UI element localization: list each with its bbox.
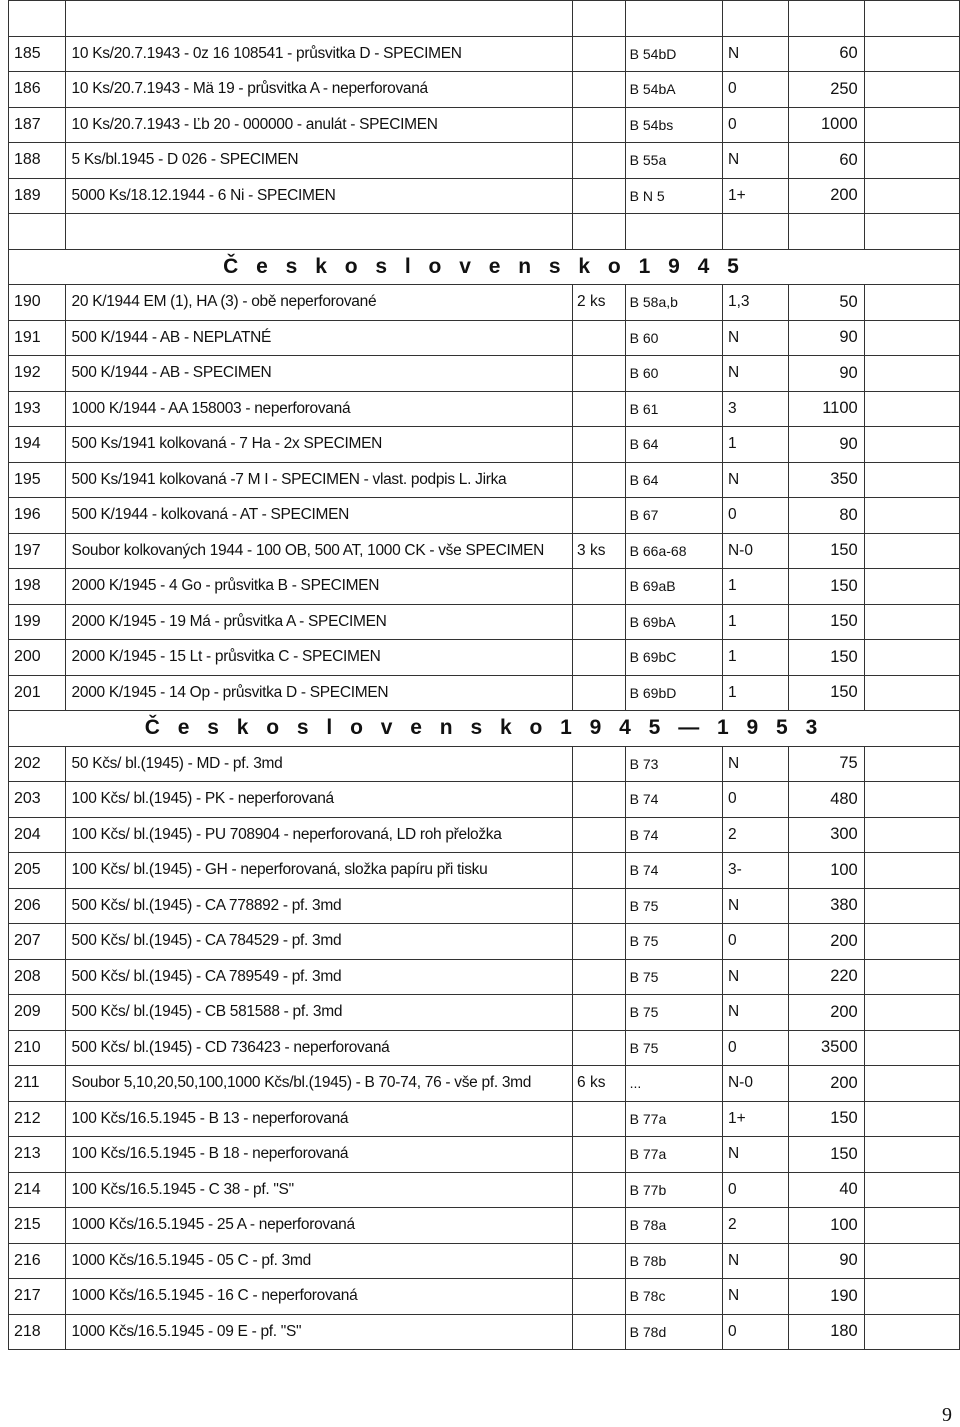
quantity [573, 356, 626, 392]
quantity [573, 107, 626, 143]
quantity [573, 72, 626, 108]
empty-cell [573, 214, 626, 250]
empty-cell [65, 214, 572, 250]
catalog-number: B 69bA [625, 604, 722, 640]
empty-cell [864, 391, 959, 427]
item-description: 500 Ks/1941 kolkovaná - 7 Ha - 2x SPECIMEN [65, 427, 572, 463]
lot-number: 205 [9, 853, 66, 889]
empty-cell [864, 107, 959, 143]
section-title: Č e s k o s l o v e n s k o 1 9 4 5 [9, 249, 960, 285]
quantity [573, 640, 626, 676]
lot-number: 203 [9, 782, 66, 818]
lot-number: 209 [9, 995, 66, 1031]
condition-grade: N [722, 462, 788, 498]
price: 180 [789, 1314, 864, 1350]
empty-cell [864, 214, 959, 250]
price: 50 [789, 285, 864, 321]
price: 200 [789, 178, 864, 214]
quantity [573, 1137, 626, 1173]
item-description: 100 Kčs/ bl.(1945) - PU 708904 - neperforovaná, LD roh přeložka [65, 817, 572, 853]
item-description: Soubor 5,10,20,50,100,1000 Kčs/bl.(1945) - B 70-74, 76 - vše pf. 3md [65, 1066, 572, 1102]
item-description: 1000 K/1944 - AA 158003 - neperforovaná [65, 391, 572, 427]
price: 1100 [789, 391, 864, 427]
lot-number: 196 [9, 498, 66, 534]
price: 190 [789, 1279, 864, 1315]
catalog-number: B 75 [625, 924, 722, 960]
condition-grade: N [722, 320, 788, 356]
empty-cell [864, 888, 959, 924]
condition-grade: 1 [722, 604, 788, 640]
empty-cell [789, 1, 864, 37]
catalog-number: B 66a-68 [625, 533, 722, 569]
table-row [9, 853, 960, 889]
empty-cell [864, 995, 959, 1031]
empty-cell [864, 1172, 959, 1208]
empty-cell [864, 1030, 959, 1066]
quantity: 6 ks [573, 1066, 626, 1102]
catalog-table-body [9, 1, 960, 1350]
lot-number: 218 [9, 1314, 66, 1350]
condition-grade: 1,3 [722, 285, 788, 321]
condition-grade: 2 [722, 1208, 788, 1244]
empty-cell [864, 1, 959, 37]
catalog-number: B 64 [625, 427, 722, 463]
item-description: 500 Kčs/ bl.(1945) - CD 736423 - neperforovaná [65, 1030, 572, 1066]
condition-grade: 1+ [722, 178, 788, 214]
quantity [573, 36, 626, 72]
catalog-number: B 75 [625, 959, 722, 995]
catalog-number: B 69aB [625, 569, 722, 605]
empty-cell [864, 533, 959, 569]
catalog-number: B 69bC [625, 640, 722, 676]
item-description: 50 Kčs/ bl.(1945) - MD - pf. 3md [65, 746, 572, 782]
lot-number: 204 [9, 817, 66, 853]
condition-grade: 3 [722, 391, 788, 427]
table-row [9, 1314, 960, 1350]
top-spacer-row [9, 1, 960, 37]
lot-number: 188 [9, 143, 66, 179]
lot-number: 217 [9, 1279, 66, 1315]
catalog-number: B 73 [625, 746, 722, 782]
empty-cell [864, 143, 959, 179]
item-description: 500 K/1944 - AB - NEPLATNÉ [65, 320, 572, 356]
quantity [573, 143, 626, 179]
catalog-number: B 77b [625, 1172, 722, 1208]
price: 90 [789, 1243, 864, 1279]
price: 90 [789, 356, 864, 392]
empty-cell [864, 1208, 959, 1244]
quantity [573, 604, 626, 640]
quantity [573, 746, 626, 782]
catalog-number: B 75 [625, 995, 722, 1031]
lot-number: 189 [9, 178, 66, 214]
quantity [573, 853, 626, 889]
table-row [9, 1137, 960, 1173]
empty-cell [722, 1, 788, 37]
price: 150 [789, 675, 864, 711]
quantity [573, 1314, 626, 1350]
empty-cell [864, 782, 959, 818]
catalog-number: B 78c [625, 1279, 722, 1315]
item-description: 10 Ks/20.7.1943 - Ľb 20 - 000000 - anulát - SPECIMEN [65, 107, 572, 143]
lot-number: 186 [9, 72, 66, 108]
lot-number: 202 [9, 746, 66, 782]
quantity [573, 1101, 626, 1137]
catalog-number: B 74 [625, 853, 722, 889]
price: 60 [789, 143, 864, 179]
empty-cell [864, 36, 959, 72]
price: 150 [789, 1137, 864, 1173]
catalog-number: B 78b [625, 1243, 722, 1279]
empty-cell [864, 959, 959, 995]
table-row [9, 888, 960, 924]
item-description: 100 Kčs/16.5.1945 - C 38 - pf. "S" [65, 1172, 572, 1208]
lot-number: 210 [9, 1030, 66, 1066]
price: 200 [789, 995, 864, 1031]
condition-grade: N [722, 143, 788, 179]
catalog-number: B 61 [625, 391, 722, 427]
quantity [573, 462, 626, 498]
table-row [9, 959, 960, 995]
lot-number: 191 [9, 320, 66, 356]
empty-cell [625, 1, 722, 37]
quantity: 2 ks [573, 285, 626, 321]
table-row [9, 675, 960, 711]
price: 75 [789, 746, 864, 782]
condition-grade: 1 [722, 675, 788, 711]
price: 200 [789, 924, 864, 960]
item-description: Soubor kolkovaných 1944 - 100 OB, 500 AT, 1000 CK - vše SPECIMEN [65, 533, 572, 569]
price: 40 [789, 1172, 864, 1208]
catalog-number: B N 5 [625, 178, 722, 214]
table-row [9, 746, 960, 782]
price: 90 [789, 320, 864, 356]
empty-cell [864, 1314, 959, 1350]
lot-number: 197 [9, 533, 66, 569]
empty-cell [573, 1, 626, 37]
lot-number: 214 [9, 1172, 66, 1208]
condition-grade: 1 [722, 640, 788, 676]
quantity [573, 1172, 626, 1208]
item-description: 1000 Kčs/16.5.1945 - 25 A - neperforovaná [65, 1208, 572, 1244]
quantity [573, 924, 626, 960]
condition-grade: N [722, 1243, 788, 1279]
catalog-number: B 67 [625, 498, 722, 534]
table-row [9, 995, 960, 1031]
condition-grade: N [722, 36, 788, 72]
lot-number: 187 [9, 107, 66, 143]
catalog-number: B 77a [625, 1137, 722, 1173]
empty-cell [864, 1137, 959, 1173]
section-header-row [9, 249, 960, 285]
empty-cell [864, 320, 959, 356]
price: 200 [789, 1066, 864, 1102]
catalog-table [8, 0, 960, 1350]
price: 150 [789, 604, 864, 640]
item-description: 100 Kčs/16.5.1945 - B 18 - neperforovaná [65, 1137, 572, 1173]
lot-number: 212 [9, 1101, 66, 1137]
table-row [9, 427, 960, 463]
item-description: 2000 K/1945 - 14 Op - průsvitka D - SPECIMEN [65, 675, 572, 711]
table-row [9, 1066, 960, 1102]
table-row [9, 320, 960, 356]
price: 150 [789, 533, 864, 569]
condition-grade: 0 [722, 1030, 788, 1066]
table-row [9, 107, 960, 143]
condition-grade: N [722, 959, 788, 995]
quantity [573, 427, 626, 463]
price: 100 [789, 1208, 864, 1244]
item-description: 2000 K/1945 - 4 Go - průsvitka B - SPECIMEN [65, 569, 572, 605]
table-row [9, 462, 960, 498]
item-description: 500 K/1944 - AB - SPECIMEN [65, 356, 572, 392]
condition-grade: 1 [722, 569, 788, 605]
empty-cell [864, 853, 959, 889]
catalog-number: B 55a [625, 143, 722, 179]
condition-grade: N [722, 995, 788, 1031]
lot-number: 193 [9, 391, 66, 427]
condition-grade: N [722, 1279, 788, 1315]
empty-cell [864, 1066, 959, 1102]
section-title: Č e s k o s l o v e n s k o 1 9 4 5 — 1 9 5 3 [9, 711, 960, 747]
condition-grade: 0 [722, 1172, 788, 1208]
quantity [573, 995, 626, 1031]
table-row [9, 1208, 960, 1244]
empty-cell [864, 356, 959, 392]
item-description: 100 Kčs/ bl.(1945) - GH - neperforovaná, složka papíru při tisku [65, 853, 572, 889]
catalog-number: B 58a,b [625, 285, 722, 321]
table-row [9, 72, 960, 108]
empty-cell [722, 214, 788, 250]
table-row [9, 1030, 960, 1066]
table-row [9, 285, 960, 321]
table-row [9, 178, 960, 214]
quantity [573, 675, 626, 711]
lot-number: 216 [9, 1243, 66, 1279]
lot-number: 195 [9, 462, 66, 498]
table-row [9, 498, 960, 534]
lot-number: 185 [9, 36, 66, 72]
table-row [9, 356, 960, 392]
price: 150 [789, 1101, 864, 1137]
price: 220 [789, 959, 864, 995]
quantity [573, 1208, 626, 1244]
empty-cell [864, 1243, 959, 1279]
table-row [9, 1279, 960, 1315]
price: 350 [789, 462, 864, 498]
catalog-number: ... [625, 1066, 722, 1102]
quantity: 3 ks [573, 533, 626, 569]
empty-cell [864, 817, 959, 853]
empty-cell [789, 214, 864, 250]
empty-cell [864, 178, 959, 214]
empty-cell [864, 675, 959, 711]
empty-cell [9, 214, 66, 250]
table-row [9, 817, 960, 853]
lot-number: 200 [9, 640, 66, 676]
empty-cell [864, 924, 959, 960]
price: 90 [789, 427, 864, 463]
catalog-number: B 54bA [625, 72, 722, 108]
price: 60 [789, 36, 864, 72]
table-row [9, 640, 960, 676]
empty-cell [864, 462, 959, 498]
empty-cell [864, 1279, 959, 1315]
table-row [9, 1243, 960, 1279]
empty-cell [9, 1, 66, 37]
condition-grade: N [722, 356, 788, 392]
condition-grade: N [722, 746, 788, 782]
catalog-number: B 69bD [625, 675, 722, 711]
price: 480 [789, 782, 864, 818]
table-row [9, 36, 960, 72]
price: 150 [789, 640, 864, 676]
quantity [573, 782, 626, 818]
condition-grade: 0 [722, 782, 788, 818]
catalog-number: B 64 [625, 462, 722, 498]
empty-cell [864, 285, 959, 321]
catalog-number: B 78d [625, 1314, 722, 1350]
item-description: 2000 K/1945 - 15 Lt - průsvitka C - SPECIMEN [65, 640, 572, 676]
condition-grade: 0 [722, 107, 788, 143]
lot-number: 208 [9, 959, 66, 995]
item-description: 2000 K/1945 - 19 Má - průsvitka A - SPECIMEN [65, 604, 572, 640]
lot-number: 207 [9, 924, 66, 960]
price: 100 [789, 853, 864, 889]
condition-grade: N [722, 888, 788, 924]
table-row [9, 533, 960, 569]
table-row [9, 143, 960, 179]
empty-cell [864, 746, 959, 782]
condition-grade: 2 [722, 817, 788, 853]
item-description: 10 Ks/20.7.1943 - 0z 16 108541 - průsvitka D - SPECIMEN [65, 36, 572, 72]
price: 3500 [789, 1030, 864, 1066]
price: 380 [789, 888, 864, 924]
condition-grade: N-0 [722, 533, 788, 569]
empty-cell [864, 1101, 959, 1137]
price: 250 [789, 72, 864, 108]
condition-grade: 0 [722, 498, 788, 534]
catalog-number: B 74 [625, 817, 722, 853]
table-row [9, 604, 960, 640]
lot-number: 206 [9, 888, 66, 924]
empty-cell [65, 1, 572, 37]
item-description: 20 K/1944 EM (1), HA (3) - obě neperforované [65, 285, 572, 321]
catalog-number: B 77a [625, 1101, 722, 1137]
page-number: 9 [942, 1404, 952, 1426]
empty-cell [625, 214, 722, 250]
section-header-row [9, 711, 960, 747]
lot-number: 192 [9, 356, 66, 392]
price: 150 [789, 569, 864, 605]
item-description: 5000 Ks/18.12.1944 - 6 Ni - SPECIMEN [65, 178, 572, 214]
lot-number: 198 [9, 569, 66, 605]
lot-number: 215 [9, 1208, 66, 1244]
quantity [573, 817, 626, 853]
table-row [9, 569, 960, 605]
quantity [573, 888, 626, 924]
catalog-number: B 60 [625, 356, 722, 392]
price: 1000 [789, 107, 864, 143]
item-description: 1000 Kčs/16.5.1945 - 16 C - neperforovaná [65, 1279, 572, 1315]
condition-grade: 1 [722, 427, 788, 463]
item-description: 5 Ks/bl.1945 - D 026 - SPECIMEN [65, 143, 572, 179]
quantity [573, 178, 626, 214]
empty-cell [864, 604, 959, 640]
price: 80 [789, 498, 864, 534]
quantity [573, 498, 626, 534]
table-row [9, 782, 960, 818]
quantity [573, 320, 626, 356]
spacer-row [9, 214, 960, 250]
lot-number: 194 [9, 427, 66, 463]
item-description: 100 Kčs/16.5.1945 - B 13 - neperforovaná [65, 1101, 572, 1137]
item-description: 500 Ks/1941 kolkovaná -7 M I - SPECIMEN - vlast. podpis L. Jirka [65, 462, 572, 498]
table-row [9, 391, 960, 427]
lot-number: 199 [9, 604, 66, 640]
table-row [9, 924, 960, 960]
condition-grade: 3- [722, 853, 788, 889]
condition-grade: N [722, 1137, 788, 1173]
empty-cell [864, 427, 959, 463]
catalog-number: B 75 [625, 888, 722, 924]
catalog-number: B 54bs [625, 107, 722, 143]
condition-grade: N-0 [722, 1066, 788, 1102]
lot-number: 213 [9, 1137, 66, 1173]
item-description: 500 K/1944 - kolkovaná - AT - SPECIMEN [65, 498, 572, 534]
item-description: 500 Kčs/ bl.(1945) - CA 784529 - pf. 3md [65, 924, 572, 960]
item-description: 500 Kčs/ bl.(1945) - CA 778892 - pf. 3md [65, 888, 572, 924]
table-row [9, 1101, 960, 1137]
empty-cell [864, 640, 959, 676]
quantity [573, 1279, 626, 1315]
empty-cell [864, 498, 959, 534]
item-description: 1000 Kčs/16.5.1945 - 09 E - pf. "S" [65, 1314, 572, 1350]
quantity [573, 1243, 626, 1279]
catalog-number: B 60 [625, 320, 722, 356]
condition-grade: 0 [722, 924, 788, 960]
item-description: 10 Ks/20.7.1943 - Mä 19 - průsvitka A - neperforovaná [65, 72, 572, 108]
table-row [9, 1172, 960, 1208]
item-description: 500 Kčs/ bl.(1945) - CA 789549 - pf. 3md [65, 959, 572, 995]
lot-number: 201 [9, 675, 66, 711]
condition-grade: 0 [722, 72, 788, 108]
catalog-number: B 74 [625, 782, 722, 818]
quantity [573, 391, 626, 427]
condition-grade: 0 [722, 1314, 788, 1350]
price: 300 [789, 817, 864, 853]
item-description: 1000 Kčs/16.5.1945 - 05 C - pf. 3md [65, 1243, 572, 1279]
item-description: 500 Kčs/ bl.(1945) - CB 581588 - pf. 3md [65, 995, 572, 1031]
lot-number: 190 [9, 285, 66, 321]
lot-number: 211 [9, 1066, 66, 1102]
empty-cell [864, 72, 959, 108]
item-description: 100 Kčs/ bl.(1945) - PK - neperforovaná [65, 782, 572, 818]
quantity [573, 959, 626, 995]
catalog-number: B 54bD [625, 36, 722, 72]
catalog-number: B 78a [625, 1208, 722, 1244]
empty-cell [864, 569, 959, 605]
condition-grade: 1+ [722, 1101, 788, 1137]
catalog-number: B 75 [625, 1030, 722, 1066]
quantity [573, 1030, 626, 1066]
quantity [573, 569, 626, 605]
